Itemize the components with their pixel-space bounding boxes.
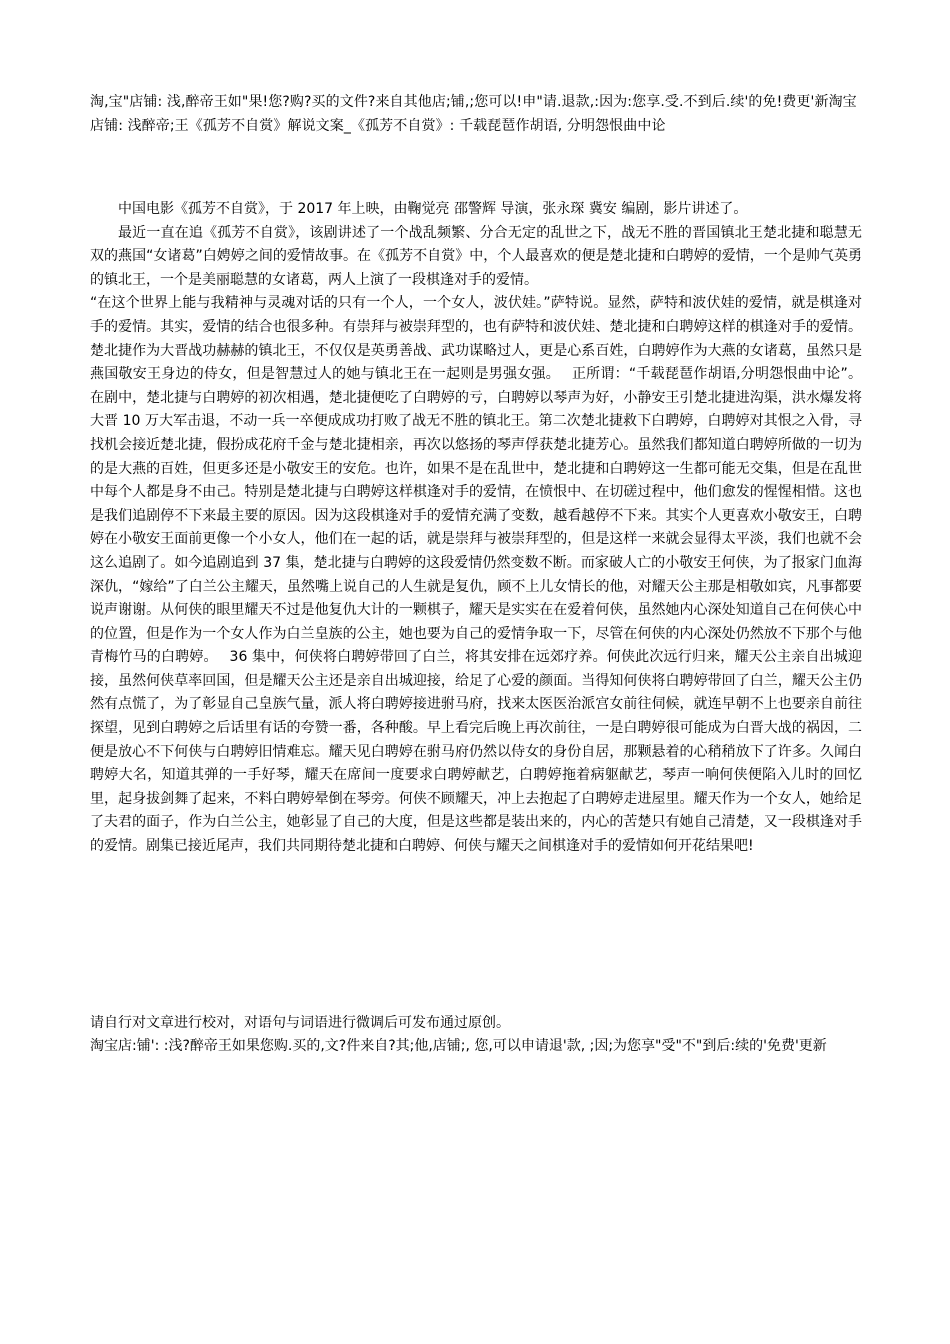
footer-notice: 请自行对文章进行校对，对语句与词语进行微调后可发布通过原创。: [90, 1015, 510, 1031]
document-header: 淘,宝"店铺: 浅,醉帝王如"果!您?购?买的文件?来自其他店;铺,;您可以!申"请.退款,:因为:您享.受.不到后.续'的免!费更'新淘宝店铺: 浅醉帝;王《孤芳不自赏》解说文案_《孤芳不自赏》: 千载琵琶作胡语, 分明怨恨曲中论: [90, 94, 857, 134]
article-body: [90, 198, 862, 859]
document-footer: [90, 1012, 862, 1058]
article-paragraph-1: 中国电影《孤芳不自赏》，于 2017 年上映，由鞠觉亮 邵警辉 导演，张永琛 冀安 编剧，影片讲述了。: [118, 201, 748, 217]
article-paragraph-3: “在这个世界上能与我精神与灵魂对话的只有一个人，一个女人，波伏娃。”萨特说。显然，萨特和波伏娃的爱情，就是棋逢对手的爱情。其实，爱情的结合也很多种。有崇拜与被崇拜型的，也有萨特和波伏娃、楚北捷和白聘婷这样的棋逢对手的爱情。楚北捷作为大晋战功赫赫的镇北王，不仅仅是英勇善战、武功谋略过人，更是心系百姓，白聘婷作为大燕的女诸葛，虽然只是燕国敬安王身边的侍女，但是智慧过人的她与镇北王在一起则是男强女强。 正所谓：“千载琵琶作胡语,分明怨恨曲中论”。在剧中，楚北捷与白聘婷的初次相遇，楚北捷便吃了白聘婷的亏，白聘婷以琴声为好，小静安王引楚北捷进沟渠，洪水爆发将大晋 10 万大军击退，不动一兵一卒便成成功打败了战无不胜的镇北王。第二次楚北捷救下白聘婷，白聘婷对其恨之入骨，寻找机会接近楚北捷，假扮成花府千金与楚北捷相亲，再次以悠扬的琴声俘获楚北捷芳心。虽然我们都知道白聘婷所做的一切为的是大燕的百姓，但更多还是小敬安王的安危。也许，如果不是在乱世中，楚北捷和白聘婷这一生都可能无交集，但是在乱世中每个人都是身不由己。特别是楚北捷与白聘婷这样棋逢对手的爱情，在愤恨中、在切磋过程中，他们愈发的惺惺相惜。这也是我们追剧停不下来最主要的原因。因为这段棋逢对手的爱情充满了变数，越看越停不下来。其实个人更喜欢小敬安王，白聘婷在小敬安王面前更像一个小女人，他们在一起的话，就是崇拜与被崇拜型的，但是这样一来就会显得太平淡，我们也就不会这么追剧了。如今追剧追到 37 集，楚北捷与白聘婷的这段爱情仍然变数不断。而家破人亡的小敬安王何侠，为了报家门血海深仇，“嫁给”了白兰公主耀天，虽然嘴上说自己的人生就是复仇，顾不上儿女情长的他，对耀天公主那是相敬如宾，凡事都要说声谢谢。从何侠的眼里耀天不过是他复仇大计的一颗棋子，耀天是实实在在爱着何侠，虽然她内心深处知道自己在何侠心中的位置，但是作为一个女人作为白兰皇族的公主，她也要为自己的爱情争取一下，尽管在何侠的内心深处仍然放不下那个与他青梅竹马的白聘婷。 36 集中，何侠将白聘婷带回了白兰，将其安排在远郊疗养。何侠此次远行归来，耀天公主亲自出城迎接，虽然何侠草率回国，但是耀天公主还是亲自出城迎接，给足了心爱的颜面。当得知何侠将白聘婷带回了白兰，耀天公主仍然有点慌了，为了彰显自己皇族气量，派人将白聘婷接进驸马府，找来太医医治派宫女前往伺候，就连早朝不上也要亲自前往探望，见到白聘婷之后话里有话的夸赞一番，各种酸。早上看完后晚上再次前往，一是白聘婷很可能成为白晋大战的祸因，二便是放心不下何侠与白聘婷旧情难忘。耀天见白聘婷在驸马府仍然以侍女的身份自居，那颗悬着的心稍稍放下了许多。久闻白聘婷大名，知道其弹的一手好琴，耀天在席间一度要求白聘婷献艺，白聘婷拖着病躯献艺，琴声一响何侠便陷入儿时的回忆里，起身拔剑舞了起来，不料白聘婷晕倒在琴旁。何侠不顾耀天，冲上去抱起了白聘婷走进屋里。耀天作为一个女人，她给足了夫君的面子，作为白兰公主，她彰显了自己的大度，但是这些都是装出来的，内心的苦楚只有她自己清楚，又一段棋逢对手的爱情。剧集已接近尾声，我们共同期待楚北捷和白聘婷、何侠与耀天之间棋逢对手的爱情如何开花结果吧!: [90, 295, 862, 855]
footer-shop-note: 淘宝店:铺': :浅?醉帝王如果您购.买的,文?件来自?其;他,店铺;, 您,可以申请退'款, ;因;为您享"受"不"到后:续的'免费'更新: [90, 1038, 827, 1054]
document-page: [90, 90, 862, 859]
article-paragraph-2: 最近一直在追《孤芳不自赏》，该剧讲述了一个战乱频繁、分合无定的乱世之下，战无不胜的晋国镇北王楚北捷和聪慧无双的燕国“女诸葛”白娉婷之间的爱情故事。在《孤芳不自赏》中，个人最喜欢的便是楚北捷和白聘婷的爱情，一个是帅气英勇的镇北王，一个是美丽聪慧的女诸葛，两人上演了一段棋逢对手的爱情。: [90, 224, 862, 288]
